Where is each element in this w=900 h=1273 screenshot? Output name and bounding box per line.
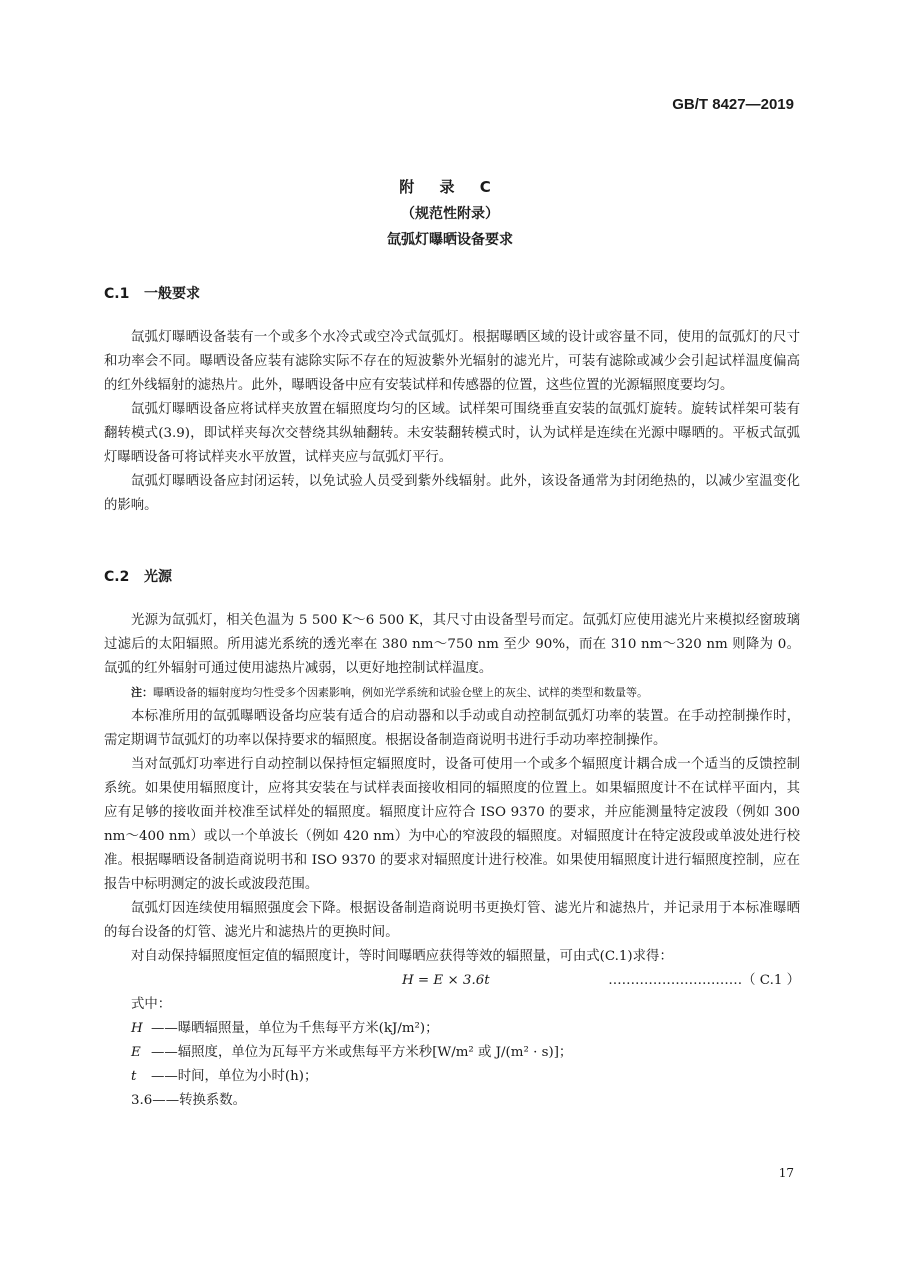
annex-type: （规范性附录） xyxy=(401,206,499,222)
paragraph: 氙弧灯曝晒设备应封闭运转，以免试验人员受到紫外线辐射。此外，该设备通常为封闭绝热的，以减少室温变化的影响。 xyxy=(104,474,800,513)
section-c2-body xyxy=(104,609,800,1113)
variable-description: ——时间，单位为小时(h)； xyxy=(151,1069,318,1084)
variable-definition xyxy=(131,1089,800,1113)
formula: H = E × 3.6t xyxy=(402,973,490,988)
note-label: 注： xyxy=(131,686,153,699)
section-number: C.1 xyxy=(104,286,130,302)
paragraph: 对自动保持辐照度恒定值的辐照度计，等时间曝晒应获得等效的辐照量，可由式(C.1)求得： xyxy=(131,949,673,964)
variable-definition xyxy=(131,1017,800,1041)
variable-symbol: E xyxy=(131,1045,141,1060)
annex-name: 氙弧灯曝晒设备要求 xyxy=(387,232,513,248)
variable-definition xyxy=(131,1065,800,1089)
paragraph: 氙弧灯曝晒设备应将试样夹放置在辐照度均匀的区域。试样架可围绕垂直安装的氙弧灯旋转。旋转试样架可装有翻转模式(3.9)，即试样夹每次交替绕其纵轴翻转。未安装翻转模式时，认为试样是连续在光源中曝晒的。平板式氙弧灯曝晒设备可将试样夹水平放置，试样夹应与氙弧灯平行。 xyxy=(104,402,800,465)
where-label: 式中： xyxy=(131,997,172,1012)
variable-symbol: t xyxy=(131,1069,137,1084)
section-title: 光源 xyxy=(144,569,172,585)
note xyxy=(131,681,800,705)
paragraph: 本标准所用的氙弧曝晒设备均应装有适合的启动器和以手动或自动控制氙弧灯功率的装置。在手动控制操作时，需定期调节氙弧灯的功率以保持要求的辐照度。根据设备制造商说明书进行手动功率控制操作。 xyxy=(104,709,800,748)
variable-description: ——转换系数。 xyxy=(152,1093,247,1108)
paragraph: 光源为氙弧灯，相关色温为 5 500 K～6 500 K，其尺寸由设备型号而定。氙弧灯应使用滤光片来模拟经窗玻璃过滤后的太阳辐照。所用滤光系统的透光率在 380 nm～750 nm 至少 90%，而在 310 nm～320 nm 则降为 0。氙弧的红外辐射可通过使用滤热片减弱，以更好地控制试样温度。 xyxy=(104,613,800,676)
paragraph: 氙弧灯曝晒设备装有一个或多个水冷式或空冷式氙弧灯。根据曝晒区域的设计或容量不同，使用的氙弧灯的尺寸和功率会不同。曝晒设备应装有滤除实际不存在的短波紫外光辐射的滤光片，可装有滤除或减少会引起试样温度偏高的红外线辐射的滤热片。此外，曝晒设备中应有安装试样和传感器的位置，这些位置的光源辐照度要均匀。 xyxy=(104,330,800,393)
section-heading-c2 xyxy=(104,566,172,586)
variable-description: ——辐照度，单位为瓦每平方米或焦每平方米秒[W/m² 或 J/(m² · s)]； xyxy=(151,1045,573,1060)
variable-symbol: H xyxy=(131,1021,143,1036)
section-number: C.2 xyxy=(104,569,130,585)
formula-row xyxy=(104,969,800,993)
section-heading-c1 xyxy=(104,283,200,303)
document-code: GB/T 8427—2019 xyxy=(672,96,794,113)
page-number: 17 xyxy=(778,1166,794,1180)
paragraph: 当对氙弧灯功率进行自动控制以保持恒定辐照度时，设备可使用一个或多个辐照度计耦合成一个适当的反馈控制系统。如果使用辐照度计，应将其安装在与试样表面接收相同的辐照度的位置上。如果辐照度计不在试样平面内，其应有足够的接收面并校准至试样处的辐照度。辐照度计应符合 ISO 9370 的要求，并应能测量特定波段（例如 300 nm～400 nm）或以一个单波长（例如 420 nm）为中心的窄波段的辐照度。对辐照度计在特定波段或单波处进行校准。根据曝晒设备制造商说明书和 ISO 9370 的要求对辐照度计进行校准。如果使用辐照度计进行辐照度控制，应在报告中标明测定的波长或波段范围。 xyxy=(104,757,800,892)
formula-reference: …………………………（ C.1 ） xyxy=(608,973,800,988)
paragraph: 氙弧灯因连续使用辐照强度会下降。根据设备制造商说明书更换灯管、滤光片和滤热片，并记录用于本标准曝晒的每台设备的灯管、滤光片和滤热片的更换时间。 xyxy=(104,901,800,940)
variable-description: ——曝晒辐照量，单位为千焦每平方米(kJ/m²)； xyxy=(151,1021,439,1036)
note-text: 曝晒设备的辐射度均匀性受多个因素影响，例如光学系统和试验仓壁上的灰尘、试样的类型和数量等。 xyxy=(153,686,648,699)
section-c1-body xyxy=(104,326,800,518)
annex-title: 附 录 C xyxy=(399,178,501,196)
variable-symbol: 3.6 xyxy=(131,1093,153,1108)
section-title: 一般要求 xyxy=(144,286,200,302)
variable-definition xyxy=(131,1041,800,1065)
